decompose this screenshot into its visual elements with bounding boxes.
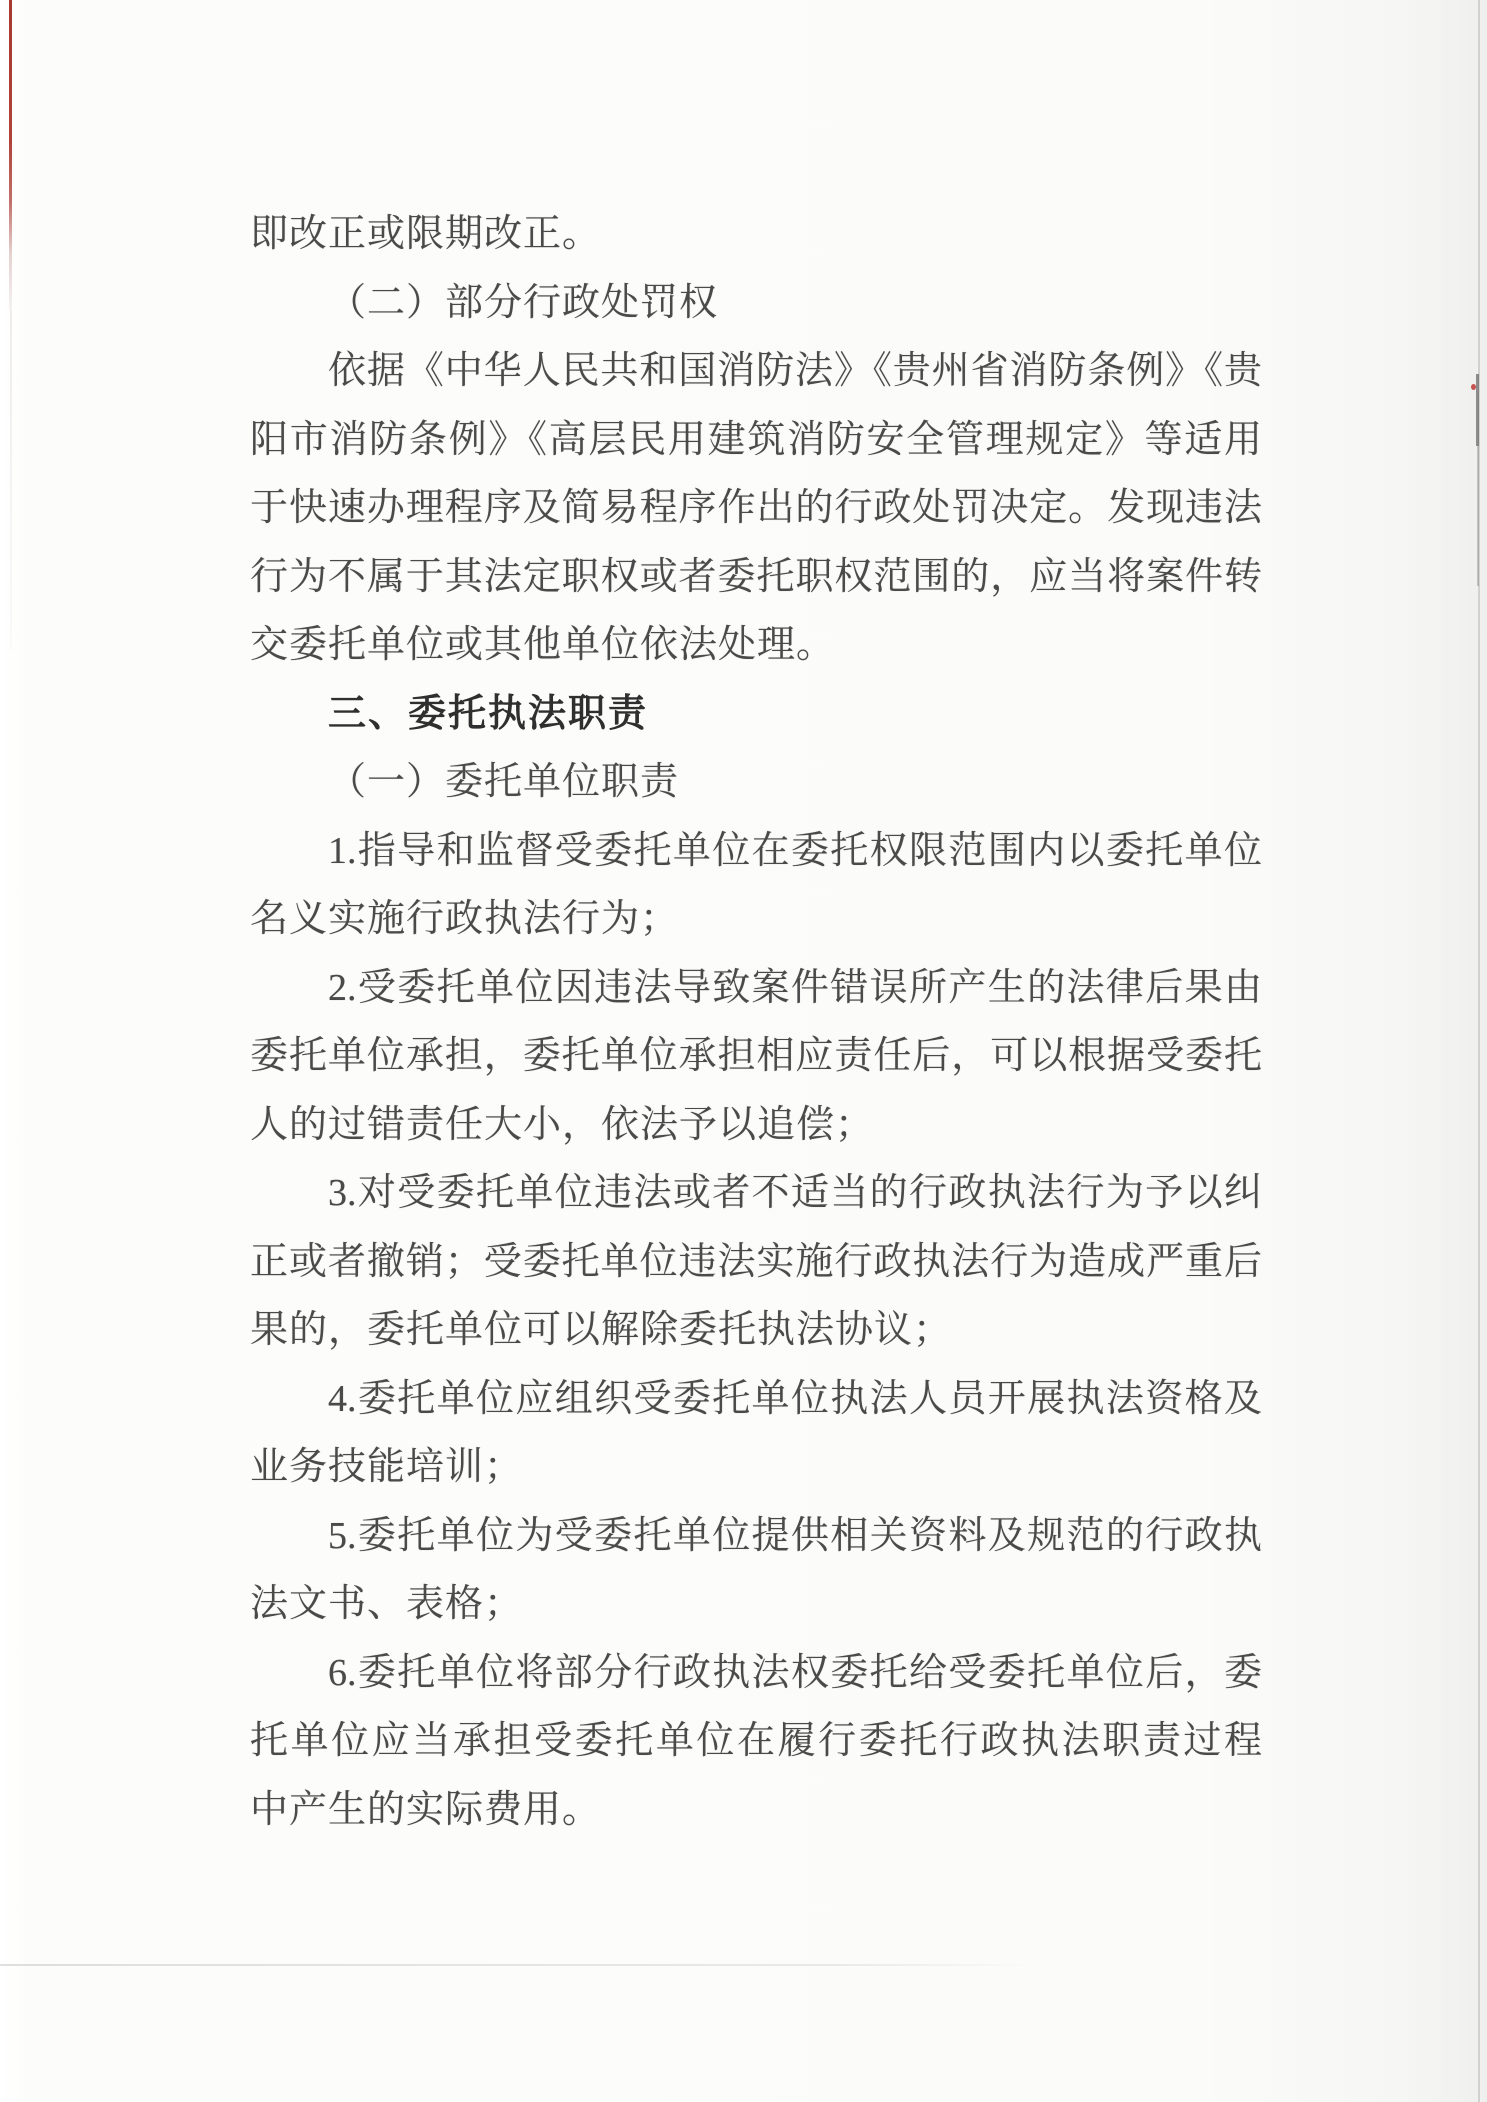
text-line: 果的，委托单位可以解除委托执法协议； (250, 1309, 953, 1351)
text-line: 人的过错责任大小，依法予以追偿； (250, 1103, 875, 1146)
text-line: 业务技能培训； (250, 1446, 524, 1488)
red-margin-scan-line-fade (10, 310, 12, 650)
text-line: 4.委托单位应组织受委托单位执法人员开展执法资格及 (328, 1377, 1262, 1420)
text-line: （一）委托单位职责 (328, 761, 680, 803)
text-line: 法文书、表格； (250, 1583, 524, 1625)
text-line: 5.委托单位为受委托单位提供相关资料及规范的行政执 (328, 1514, 1262, 1557)
text-line: 即改正或限期改正。 (250, 213, 602, 255)
text-line: 交委托单位或其他单位依法处理。 (250, 624, 836, 666)
red-margin-scan-line (9, 0, 12, 310)
text-line: 委托单位承担，委托单位承担相应责任后，可以根据受委托 (250, 1035, 1262, 1077)
page-right-edge-shadow (1478, 0, 1480, 2102)
page-text (250, 200, 1262, 1844)
right-edge-red-dot (1471, 384, 1476, 390)
text-line: 于快速办理程序及简易程序作出的行政处罚决定。发现违法 (250, 487, 1262, 529)
text-line: 2.受委托单位因违法导致案件错误所产生的法律后果由 (328, 966, 1262, 1009)
text-line: 名义实施行政执法行为； (250, 898, 680, 940)
text-line: 1.指导和监督受委托单位在委托权限范围内以委托单位 (328, 829, 1262, 872)
text-line: 行为不属于其法定职权或者委托职权范围的，应当将案件转 (250, 555, 1262, 598)
text-line: 阳市消防条例》《高层民用建筑消防安全管理规定》等适用 (250, 418, 1262, 461)
right-edge-artifact-dash-faint (1477, 446, 1479, 586)
text-line: 6.委托单位将部分行政执法权委托给受委托单位后，委 (328, 1651, 1262, 1694)
scan-artifact-horizontal-line (0, 1964, 1040, 1966)
text-line: 托单位应当承担受委托单位在履行委托行政执法职责过程 (250, 1720, 1262, 1762)
section-heading-line: 三、委托执法职责 (328, 692, 649, 735)
text-line: 中产生的实际费用。 (250, 1788, 602, 1831)
text-line: （二）部分行政处罚权 (328, 281, 719, 324)
text-line: 正或者撤销；受委托单位违法实施行政执法行为造成严重后 (250, 1240, 1262, 1283)
text-line: 依据《中华人民共和国消防法》《贵州省消防条例》《贵 (328, 350, 1262, 392)
right-edge-artifact-dash (1476, 374, 1479, 446)
text-line: 3.对受委托单位违法或者不适当的行政执法行为予以纠 (328, 1172, 1262, 1214)
